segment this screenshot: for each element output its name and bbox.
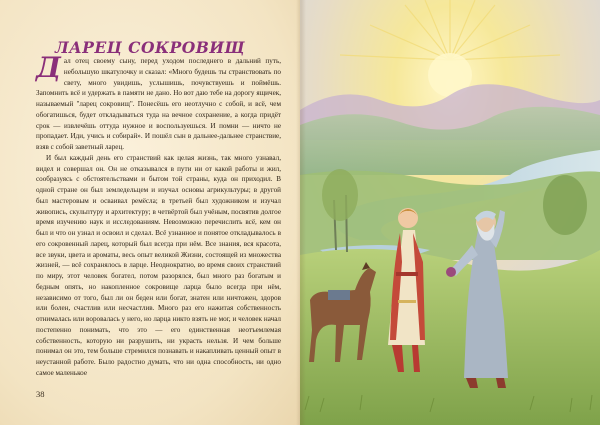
second-paragraph: И был каждый день его странствий как целая жизнь, так много узнавал, видел и совершал он. Он не отказывался в пути ни от какой работы и жил, сообразуясь с обстоятельствами и бытом той страны, куда он приходил. В одной стране он был земледельцем и изучал основы агрикультуры; в другой был мастеровым и осваивал ремёсла; в третьей был художником и изучал живопись, скульптуру и архитектуру; в четвёртой был учёным, посвятив долгое время изучению наук и исследованиям. Невозможно перечислить всё, кем он был и что он узнал и освоил и сделал. Всё узнанное и понятое откладывалось в его сокровенный ларец, который был всегда при нём. Все знания, вся красота, все звуки, цвета и ароматы, весь опыт великой Жизни, состоящей из множества жизней, — всё сохранялось в ларце. Неоднократно, во время своих странствий по миру, этот человек богател, потом разорялся, был много раз богатым и бедным опять, но накопленное сокровище ларца было всегда при нём, независимо от того, был ли он беден или богат, знатен или ничтожен, здоров или болен, счастлив или несчастлив. Много раз его нажитая собственность отнималась или воровалась у него, но ларца никто взять не мог, и человек начал постепенно понимать, что это — его единственная неотъемлемая собственность, которую ни разрушить, ни украсть нельзя. И чем больше понимал он это, тем больше стремился познавать и накапливать ценный опыт в неустанной работе. Было радостно думать, что ни одна способность, ни одно самое маленькое: [36, 153, 281, 377]
watercolor-illustration: [300, 0, 600, 425]
page-number: 38: [36, 389, 45, 399]
first-paragraph: [36, 51, 281, 153]
right-page-illustration: [300, 0, 600, 425]
story-text: [36, 51, 281, 379]
drop-cap: Д: [36, 51, 61, 84]
book-gutter: [296, 0, 306, 425]
tree-foliage-right: [543, 175, 587, 235]
tree-foliage: [322, 169, 358, 221]
first-paragraph-text: ал отец своему сыну, перед уходом последнего в дальний путь, небольшую шкатулочку и сказал: «Много будешь ты странствовать по свету, много увидишь, услышишь, почувствуешь и поймёшь. Запомнить всё и удержать в памяти не дано. Но вот даю тебе на дорогу ящичек, называемый "ларец сокровищ". Понесёшь его неотлучно с собой, и всё, чем обогатишься, будет откладываться туда на вечное сохранение, а когда придёт срок — извлечёшь оттуда нужное и воспользуешься. И помни — ничто не пропадает. Иди, учись и собирай». И пошёл сын в дальнее-дальнее странствие, взяв с собой заветный ларец.: [36, 57, 281, 151]
story-title: ЛАРЕЦ СОКРОВИЩ: [54, 38, 246, 57]
treasure-casket-icon: [446, 267, 456, 277]
